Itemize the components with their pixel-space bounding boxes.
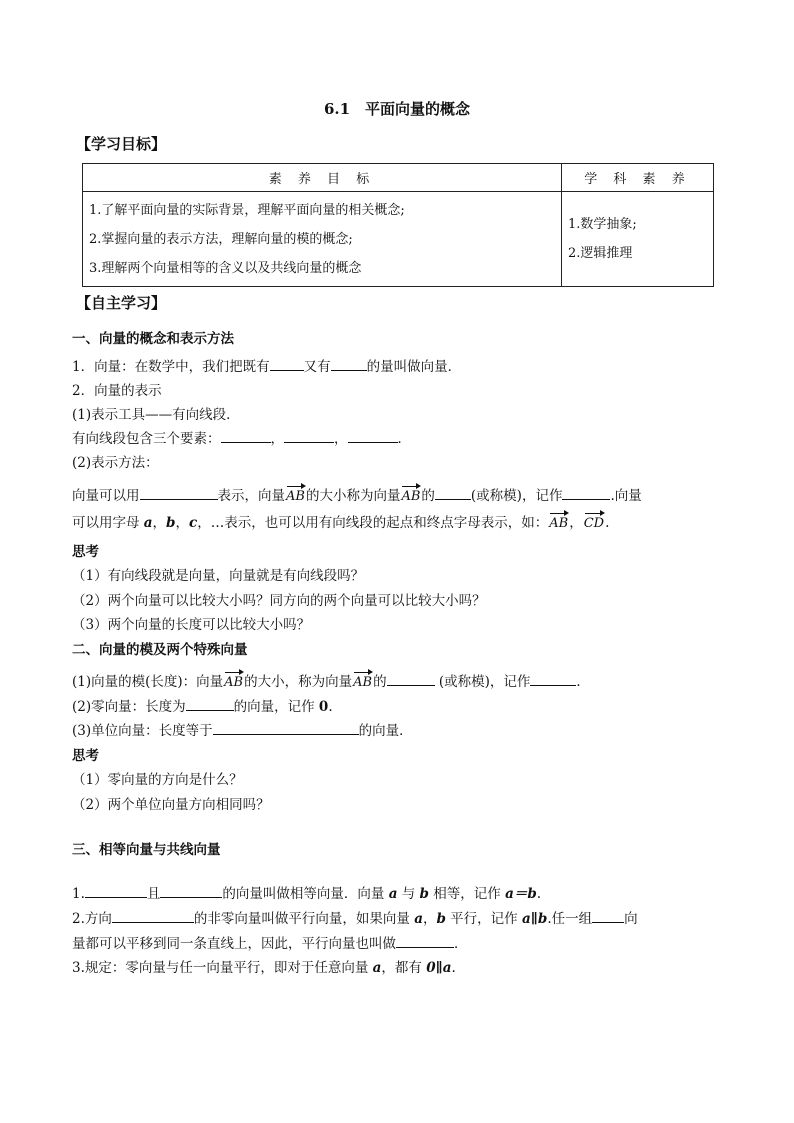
part1-question: （1）有向线段就是向量，向量就是有向线段吗？ [72,568,365,584]
goal-item: 1.了解平面向量的实际背景，理解平面向量的相关概念; [89,202,405,218]
part1-line2: 2．向量的表示 [72,383,162,399]
fill-blank[interactable] [435,486,471,500]
goals-table [82,163,714,287]
fill-blank[interactable] [396,934,454,948]
part2-heading: 二、向量的模及两个特殊向量 [72,642,248,658]
fill-blank[interactable] [284,429,334,443]
literacy-item: 2.逻辑推理 [568,246,633,261]
part1-line5: (2)表示方法： [72,455,159,471]
fill-blank[interactable] [348,429,398,443]
goals-cell [83,192,562,287]
part2-think-label: 思考 [72,748,99,764]
literacy-cell [562,192,714,287]
part2-line2: (2)零向量：长度为 的向量，记作 0. [72,699,333,715]
fill-blank[interactable] [530,672,576,686]
part1-line3: (1)表示工具——有向线段． [72,407,240,423]
goal-item: 2.掌握向量的表示方法，理解向量的模的概念; [89,231,353,247]
part1-heading: 一、向量的概念和表示方法 [72,331,234,347]
vector-ab: AB [549,513,568,531]
goal-item: 3.理解两个向量相等的含义以及共线向量的概念 [89,260,362,276]
fill-blank[interactable] [112,909,194,923]
self-study-section-header: 【自主学习】 [76,294,167,312]
vector-ab: AB [353,672,372,690]
part1-think-label: 思考 [72,544,99,560]
part1-question: （2）两个向量可以比较大小吗？同方向的两个向量可以比较大小吗？ [72,593,486,609]
fill-blank[interactable] [562,486,610,500]
vector-ab: AB [224,672,243,690]
part1-line6: 向量可以用 表示，向量AB的大小称为向量AB的 (或称模)，记作 .向量 [72,488,642,504]
goals-col-header: 素 养 目 标 [83,164,562,192]
fill-blank[interactable] [186,697,234,711]
vector-ab: AB [286,486,305,504]
vector-cd: CD [584,513,604,531]
fill-blank[interactable] [140,486,218,500]
part2-question: （1）零向量的方向是什么？ [72,772,243,788]
part2-question: （2）两个单位向量方向相同吗？ [72,797,270,813]
literacy-col-header: 学 科 素 养 [562,164,714,192]
fill-blank[interactable] [85,884,147,898]
part2-line1: (1)向量的模(长度)：向量AB的大小，称为向量AB的 (或称模)，记作 ． [72,674,590,690]
part3-line3: 量都可以平移到同一条直线上，因此，平行向量也叫做 ． [72,936,468,952]
part3-line4: 3.规定：零向量与任一向量平行，即对于任意向量 a，都有 0∥a. [72,960,456,976]
fill-blank[interactable] [270,357,304,371]
part1-line4: 有向线段包含三个要素： ， ， ． [72,431,411,447]
fill-blank[interactable] [331,357,367,371]
part3-heading: 三、相等向量与共线向量 [72,842,221,858]
part3-line2: 2.方向 的非零向量叫做平行向量，如果向量 a，b 平行，记作 a∥b.任一组 向 [72,911,638,927]
fill-blank[interactable] [213,721,359,735]
part1-line7: 可以用字母 a，b，c，…表示，也可以用有向线段的起点和终点字母表示，如：AB，CD. [72,515,610,531]
literacy-item: 1.数学抽象; [568,217,637,232]
part1-line1: 1．向量：在数学中，我们把既有 又有 的量叫做向量． [72,359,462,375]
fill-blank[interactable] [387,672,435,686]
page-title: 6.1 平面向量的概念 [323,100,471,118]
goals-section-header: 【学习目标】 [76,135,167,153]
fill-blank[interactable] [592,909,624,923]
part2-line3: (3)单位向量：长度等于 的向量． [72,723,413,739]
part1-question: （3）两个向量的长度可以比较大小吗？ [72,617,311,633]
fill-blank[interactable] [221,429,271,443]
fill-blank[interactable] [160,884,222,898]
vector-ab: AB [401,486,420,504]
part3-line1: 1. 且 的向量叫做相等向量．向量 a 与 b 相等，记作 a＝b. [72,886,542,902]
